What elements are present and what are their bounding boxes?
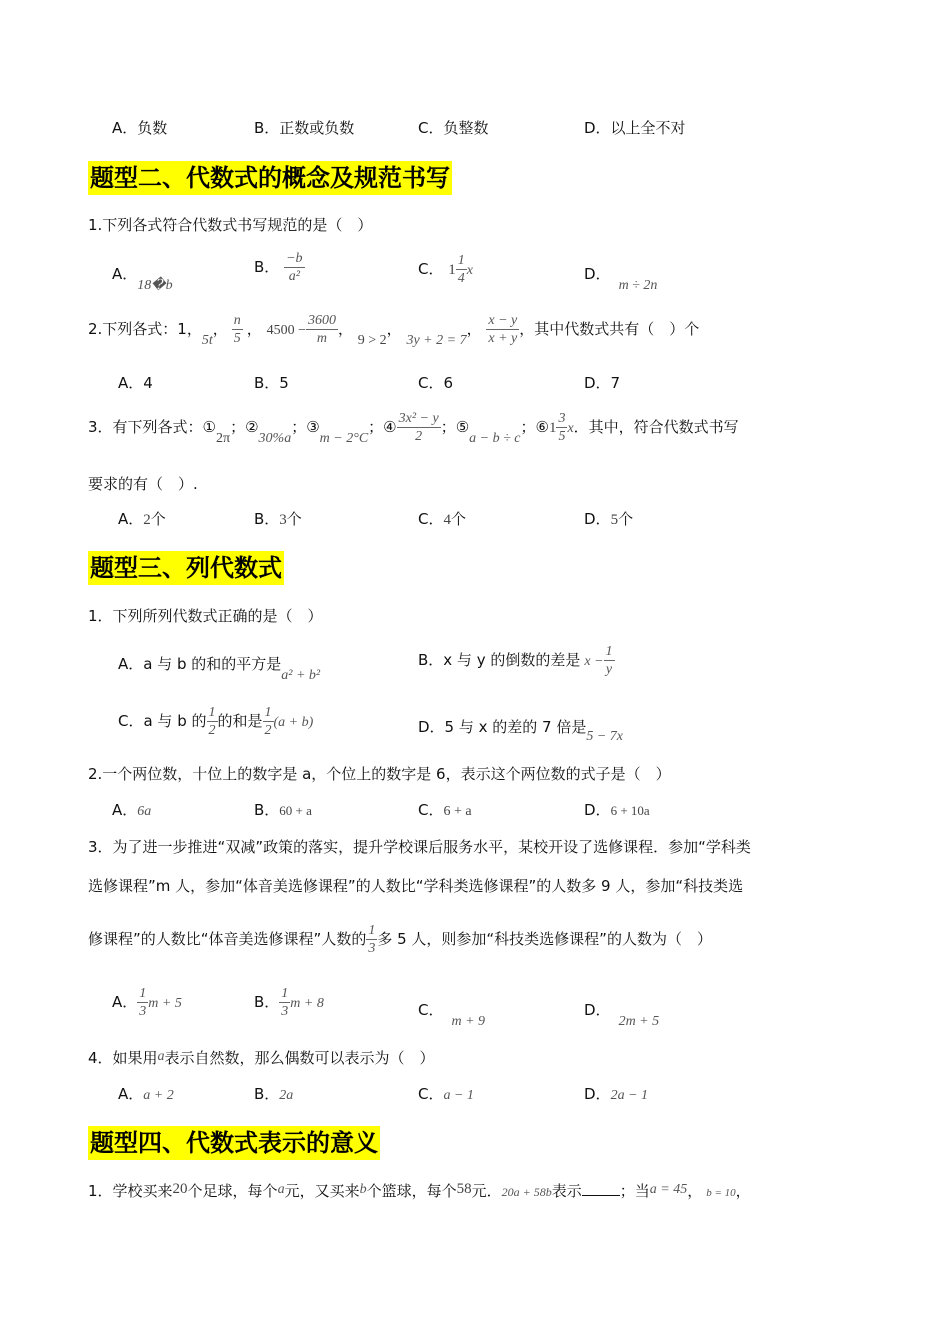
fraction: $\frac{n}{5}$ (233, 313, 241, 346)
option-d: D．7 (584, 374, 621, 392)
option-d: D．以上全不对 (584, 119, 686, 137)
question-text: 1.下列各式符合代数式书写规范的是（ ） (88, 216, 373, 234)
question-text: 选修课程”m 人，参加“体音美选修课程”的人数比“学科类选修课程”的人数多 9 人，参加“科技类选 (88, 877, 744, 895)
question-text: 要求的有（ ）. (88, 475, 198, 493)
option-a: A．负数 (112, 119, 168, 137)
option-a: A．a + 2 (118, 1085, 174, 1103)
option-d: D．2a − 1 (584, 1085, 649, 1103)
option-a: A．18�b (112, 265, 173, 293)
option-d: D．6 + 10a (584, 801, 650, 819)
option-c: C．a 与 b 的 $\frac{1}{2}$ 的和是 $\frac{1}{2}$ (a + b) (118, 705, 314, 738)
fraction: $\frac{1}{3}$ (368, 923, 376, 956)
option-d: D．m ÷ 2n (584, 265, 658, 293)
option-b: B． $\frac{-b}{\text{a²}}$ (254, 251, 303, 284)
section-heading-2: 题型二、代数式的概念及规范书写 (88, 161, 452, 195)
option-c: C．a − 1 (418, 1085, 474, 1103)
option-c: C．4个 (418, 510, 466, 528)
fraction: $\frac{1}{3}$ (139, 986, 147, 1019)
option-c: C．m + 9 (418, 1001, 486, 1029)
option-d: D．5 与 x 的差的 7 倍是5 − 7x (418, 718, 624, 744)
question-text: 2.下列各式：1，5t， $\frac{n}{5}$ ， 4500 − $\frac{3600}{m}$ ， 9 > 2， 3y + 2 = 7， $\frac{x - y}{x + y}$ ，其中代数式共有（ ）个 (88, 313, 700, 348)
math-expr: m ÷ 2n (618, 278, 658, 293)
question-text: 修课程”的人数比“体音美选修课程”人数的 $\frac{1}{3}$ 多 5 人，则参加“科技类选修课程”的人数为（ ） (88, 923, 712, 956)
option-b: B．2a (254, 1085, 294, 1103)
fraction: $\frac{1}{3}$ (281, 986, 289, 1019)
fraction: $\frac{1}{2}$ (208, 705, 216, 738)
question-text: 4．如果用a表示自然数，那么偶数可以表示为（ ） (88, 1049, 435, 1067)
answer-blank[interactable] (582, 1181, 620, 1196)
question-text: 3．为了进一步推进“双减”政策的落实，提升学校课后服务水平，某校开设了选修课程．参加“学科类 (88, 838, 751, 856)
fraction: $\frac{1}{2}$ (264, 705, 272, 738)
fraction: $\frac{3}{5}$ (558, 411, 566, 444)
option-b: B．x 与 y 的倒数的差是 x − $\frac{1}{y}$ (418, 644, 613, 677)
option-c: C．6 (418, 374, 454, 392)
question-text: 3．有下列各式：①2π；②30%a；③m − 2°C；④ $\frac{\text{3x² − y}}{2}$ ；⑤a − b ÷ c；⑥1 $\frac{3}{5}$ x．其中，符合代数式书写 (88, 411, 739, 446)
option-c: C．负整数 (418, 119, 489, 137)
question-text: 1．学校买来20个足球，每个a元，又买来b个篮球，每个58元．20a + 58b表示 ；当a = 45， b = 10， (88, 1181, 751, 1200)
option-c: C． 1 $\frac{1}{4}$ x (418, 253, 473, 286)
option-b: B．3个 (254, 510, 302, 528)
fraction: $\frac{-b}{\text{a²}}$ (286, 251, 303, 284)
option-a: A． $\frac{1}{3}$ m + 5 (112, 986, 182, 1019)
question-text: 2.一个两位数，十位上的数字是 a，个位上的数字是 6，表示这个两位数的式子是（ ） (88, 765, 671, 783)
fraction: $\frac{x - y}{x + y}$ (488, 313, 518, 346)
question-text: 1．下列所列代数式正确的是（ ） (88, 607, 323, 625)
option-a: A．6a (112, 801, 152, 819)
math-expr: 18�b (137, 278, 173, 293)
section-heading-4: 题型四、代数式表示的意义 (88, 1126, 380, 1160)
option-b: B．60 + a (254, 801, 312, 819)
option-d: D．5个 (584, 510, 634, 528)
fraction: $\frac{\text{3x² − y}}{2}$ (398, 411, 439, 444)
option-b: B． $\frac{1}{3}$ m + 8 (254, 986, 324, 1019)
option-c: C．6 + a (418, 801, 472, 819)
fraction: $\frac{1}{y}$ (605, 644, 613, 677)
option-b: B．正数或负数 (254, 119, 355, 137)
option-a: A．a 与 b 的和的平方是a² + b² (118, 655, 321, 683)
option-d: D．2m + 5 (584, 1001, 660, 1029)
fraction: $\frac{1}{4}$ (457, 253, 465, 286)
option-b: B．5 (254, 374, 289, 392)
option-a: A．2个 (118, 510, 166, 528)
section-heading-3: 题型三、列代数式 (88, 551, 284, 585)
fraction: $\frac{3600}{m}$ (307, 313, 336, 346)
option-a: A．4 (118, 374, 153, 392)
